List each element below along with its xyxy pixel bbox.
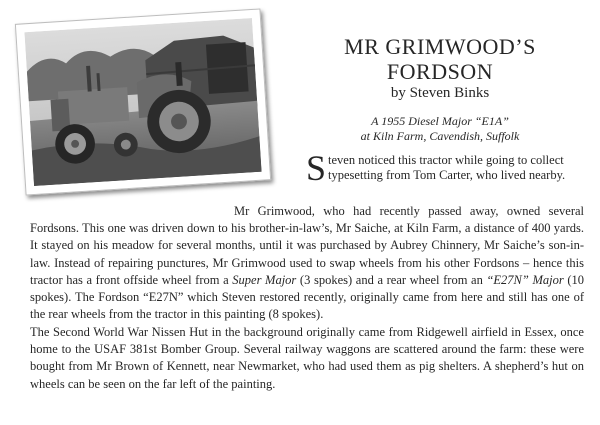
drop-cap: S: [306, 148, 327, 188]
paragraph-intro: [306, 148, 586, 188]
paragraph-intro-text: teven noticed this tractor while going to collect typesetting from Tom Carter, who lived nearby.: [328, 153, 566, 182]
subtitle: [300, 114, 580, 144]
paragraph-history: [30, 203, 584, 323]
italic-super-major: Super Major: [232, 272, 297, 287]
subtitle-line-2: at Kiln Farm, Cavendish, Suffolk: [360, 129, 520, 143]
tractor-photo: [15, 8, 271, 195]
tractor-photo-image: [24, 18, 261, 186]
paragraph-history-part-a: Mr Grimwood, who had recently passed away, owned several Fordsons. This one was driven down to his brother-in-law’s, Mr Saiche, at Kiln Farm, a distance of 400 yards. It stayed on his meadow for several months, until it was purchased by Aubrey Chinnery, Mr Saiche’s son-in-law. Instead of repairing punctures, Mr Grimwood used to swap wheels from his other Fordsons – hence this tractor has a front offside wheel from a: [30, 204, 584, 287]
title-line-1: MR GRIMWOOD’S: [344, 34, 536, 59]
article-title: [290, 34, 590, 84]
subtitle-line-1: A 1955 Diesel Major “E1A”: [371, 114, 509, 128]
paragraph-history-part-c: (10 spokes). The Fordson “E27N” which Steven restored recently, originally came from here and still has one of the rear wheels from the tractor in this painting (8 spokes).: [30, 272, 584, 322]
paragraph-nissen-hut: The Second World War Nissen Hut in the background originally came from Ridgewell airfield in Essex, once home to the USAF 381st Bomber Group. Several railway waggons are scattered around the farm: these were bought from Mr Brown of Kennett, near Newmarket, who had used them as pig shelters. A shepherd’s hut on wheels can be seen on the far left of the painting.: [30, 325, 584, 391]
paragraph-history-part-b: (3 spokes) and a rear wheel from an: [296, 272, 487, 287]
title-line-2: FORDSON: [386, 59, 494, 84]
byline: by Steven Binks: [390, 85, 490, 101]
italic-e27n-major: “E27N” Major: [486, 272, 564, 287]
